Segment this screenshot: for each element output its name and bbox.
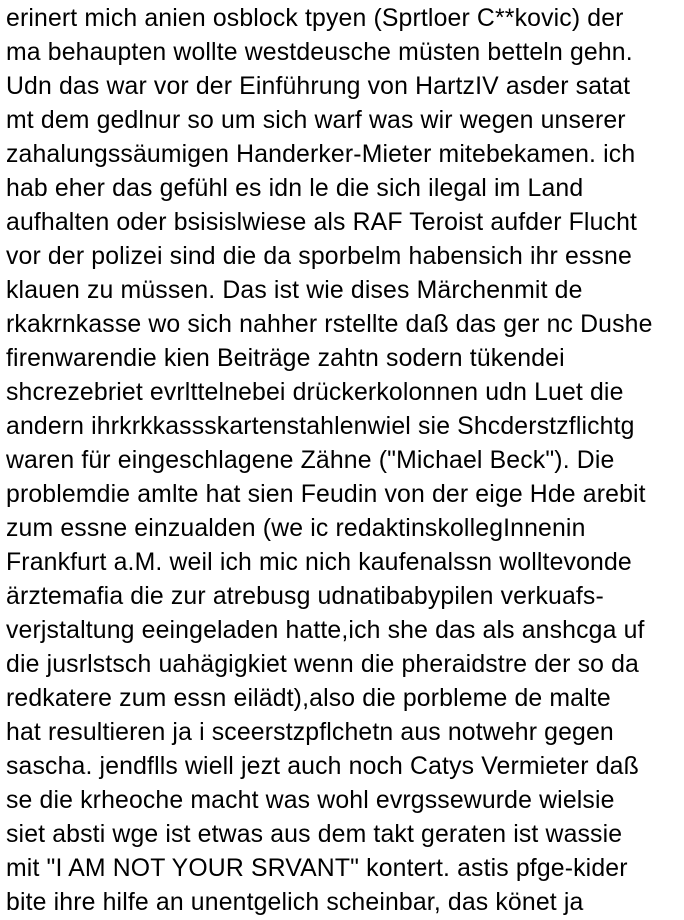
text-line: erinert mich anien osblock tpyen (Sprtloer C**kovic) der — [6, 5, 624, 32]
text-line: ma behaupten wollte westdeusche müsten betteln gehn. — [6, 39, 633, 66]
text-line: verjstaltung eeingeladen hatte,ich she das als anshcga uf — [6, 617, 645, 644]
text-line: mit "I AM NOT YOUR SRVANT" kontert. astis pfge-kider — [6, 855, 628, 882]
text-line: zum essne einzualden (we ic redaktinskollegInnenin — [6, 515, 586, 542]
text-line: die jusrlstsch uahägigkiet wenn die pheraidstre der so da — [6, 651, 639, 678]
text-line: zahalungssäumigen Handerker-Mieter mitebekamen. ich — [6, 141, 636, 168]
text-line: mt dem gedlnur so um sich warf was wir wegen unserer — [6, 107, 626, 134]
text-line: shcrezebriet evrlttelnebei drückerkolonnen udn Luet die — [6, 379, 624, 406]
text-line: bite ihre hilfe an unentgelich scheinbar, das könet ja — [6, 889, 584, 916]
text-line: firenwarendie kien Beiträge zahtn sodern tükendei — [6, 345, 565, 372]
text-line: aufhalten oder bsisislwiese als RAF Teroist aufder Flucht — [6, 209, 638, 236]
text-line: sascha. jendflls wiell jezt auch noch Catys Vermieter daß — [6, 753, 639, 780]
text-line: waren für eingeschlagene Zähne ("Michael Beck"). Die — [6, 447, 615, 474]
text-line: klauen zu müssen. Das ist wie dises Märchenmit de — [6, 277, 583, 304]
text-line: andern ihrkrkkassskartenstahlenwiel sie Shcderstzflichtg — [6, 413, 635, 440]
text-line: Udn das war vor der Einführung von HartzIV asder satat — [6, 73, 631, 100]
text-line: hat resultieren ja i sceerstzpflchetn aus notwehr gegen — [6, 719, 614, 746]
text-line: siet absti wge ist etwas aus dem takt geraten ist wassie — [6, 821, 623, 848]
text-line: ärztemafia die zur atrebusg udnatibabypilen verkuafs- — [6, 583, 604, 610]
text-line: problemdie amlte hat sien Feudin von der eige Hde arebit — [6, 481, 646, 508]
text-line: redkatere zum essn eilädt),also die porbleme de malte — [6, 685, 611, 712]
text-line: hab eher das gefühl es idn le die sich ilegal im Land — [6, 175, 584, 202]
text-line: vor der polizei sind die da sporbelm habensich ihr essne — [6, 243, 632, 270]
text-line: se die krheoche macht was wohl evrgssewurde wielsie — [6, 787, 615, 814]
text-line: rkakrnkasse wo sich nahher rstellte daß das ger nc Dushe — [6, 311, 653, 338]
text-line: Frankfurt a.M. weil ich mic nich kaufenalssn wolltevonde — [6, 549, 632, 576]
